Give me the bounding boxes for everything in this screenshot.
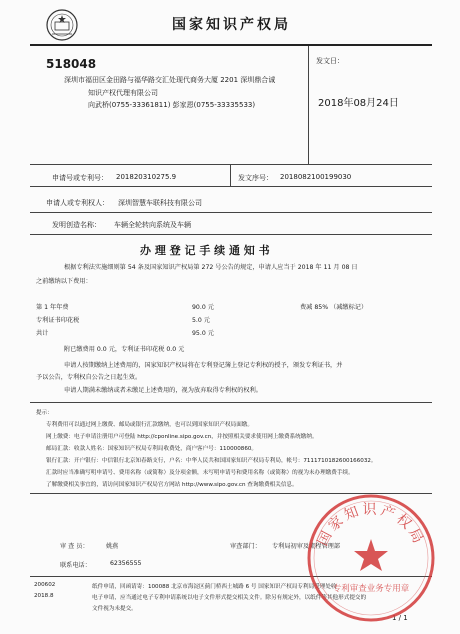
issue-date-value: 2018年08月24日 bbox=[318, 98, 399, 109]
fee-amount-2: 5.0 元 bbox=[192, 317, 210, 324]
footer-note-line1: 纸件申请，回函请寄：100088 北京市海淀区蓟门桥西土城路 6 号 国家知识产权局专利局受理处收 bbox=[92, 584, 337, 590]
serial-value: 2018082100199030 bbox=[280, 173, 352, 181]
notice-intro-line1: 根据专利法实施细则第 54 条及国家知识产权局第 272 号公告的规定，申请人应当于 2018 年 11 月 08 日 bbox=[64, 264, 358, 271]
fee-reduction: 费减 85% （减缴标记） bbox=[300, 304, 368, 311]
phone-value: 62356555 bbox=[110, 560, 142, 567]
fee-name-1: 第 1 年年费 bbox=[36, 304, 69, 311]
hint-line-3: 邮局汇款：收款人姓名：国家知识产权局专利局收费处，商户客户号：110000860。 bbox=[46, 446, 258, 452]
form-code-2: 2018.8 bbox=[34, 593, 54, 599]
national-emblem-icon bbox=[42, 8, 82, 42]
form-code-1: 200602 bbox=[34, 582, 56, 588]
notice-title: 办 理 登 记 手 续 通 知 书 bbox=[140, 244, 270, 257]
hint-line-5: 汇款时应当准确写明申请号、费用名称（或简称）及分项金额，未写明申请号和费用名称（或简称）的视为未办理缴费手续。 bbox=[46, 470, 354, 476]
table-rule-2 bbox=[30, 186, 432, 187]
hints-rule-top bbox=[30, 402, 432, 403]
table-rule-3 bbox=[30, 212, 432, 213]
hint-line-4: 银行汇款：开户银行：中信银行北京知春路支行，户名：中华人民共和国国家知识产权局专利局，帐号：7111710182600166032。 bbox=[46, 458, 377, 464]
table-rule-4 bbox=[30, 234, 432, 235]
recipient-contacts: 向武桥(0755-33361811) 彭家恩(0755-33335533) bbox=[88, 101, 256, 109]
examiner-name: 姚燕 bbox=[106, 543, 119, 550]
recipient-postcode: 518048 bbox=[46, 57, 97, 71]
footer-note-line3: 文件视为未提交。 bbox=[92, 606, 137, 612]
recipient-address-line2: 知识产权代理有限公司 bbox=[88, 89, 158, 97]
notice-para1-line2: 予以公告，专利权自公告之日起生效。 bbox=[36, 374, 142, 381]
notice-para2: 申请人期满未缴纳或者未缴足上述费用的，视为放弃取得专利权的权利。 bbox=[64, 387, 262, 394]
dept-name: 专利局初审及流程管理部 bbox=[272, 543, 341, 550]
examiner-label: 审 查 员： bbox=[60, 543, 89, 550]
phone-label: 联系电话： bbox=[60, 562, 91, 569]
hint-line-2: 网上缴费：电子申请注册用户可登陆 http://cponline.sipo.gov.cn，并按照相关要求使用网上缴费系统缴纳。 bbox=[46, 434, 318, 440]
footer-note-line2: 电子申请，应当通过电子专利申请系统以电子文件形式提交相关文件。除另有规定外，以纸件等其他形式提交的 bbox=[92, 595, 367, 601]
applicant-value: 深圳智慧车联科技有限公司 bbox=[118, 199, 202, 207]
fee-name-3: 共计 bbox=[36, 330, 49, 337]
hint-line-6: 了解缴费相关事宜的，请访问国家知识产权局官方网站 http://www.sipo.gov.cn 查询缴费相关信息。 bbox=[46, 482, 298, 488]
table-rule-1 bbox=[30, 164, 432, 165]
fee-amount-1: 90.0 元 bbox=[192, 304, 214, 311]
notice-para1-line1: 申请人按期缴纳上述费用的，国家知识产权局将在专利登记簿上登记专利权的授予，颁发专利证书，并 bbox=[64, 362, 343, 369]
notice-intro-line2: 之前缴纳以下费用： bbox=[36, 278, 92, 285]
app-number-label: 申请号或专利号： bbox=[52, 174, 108, 182]
official-seal-stamp bbox=[300, 487, 442, 629]
hint-line-1: 专利费用可以通过网上缴费、邮局或银行汇款缴纳，也可以到国家知识产权局面缴。 bbox=[46, 422, 253, 428]
issue-date-label: 发文日： bbox=[316, 57, 344, 65]
attached-fees: 附已缴费用 0.0 元，专利证书印花税 0.0 元 bbox=[64, 346, 185, 353]
header-rule bbox=[30, 44, 432, 46]
applicant-label: 申请人或专利权人： bbox=[46, 199, 109, 207]
fee-name-2: 专利证书印花税 bbox=[36, 317, 80, 324]
app-number-value: 201820310275.9 bbox=[116, 173, 177, 181]
hints-title: 提示： bbox=[36, 410, 53, 416]
serial-label: 发文序号： bbox=[238, 174, 273, 182]
invention-label: 发明创造名称： bbox=[52, 221, 101, 229]
page-number: 1 / 1 bbox=[392, 614, 408, 622]
svg-text:国家知识产权局: 国家知识产权局 bbox=[314, 502, 428, 549]
svg-text:专利审查业务专用章: 专利审查业务专用章 bbox=[332, 584, 410, 594]
recipient-address-line1: 深圳市福田区金田路与福华路交汇处现代商务大厦 2201 深圳鼎合诚 bbox=[64, 76, 276, 84]
fee-amount-3: 95.0 元 bbox=[192, 330, 214, 337]
dept-label: 审查部门： bbox=[230, 543, 261, 550]
office-name: 国家知识产权局 bbox=[172, 17, 291, 33]
date-box-divider bbox=[308, 46, 309, 164]
invention-value: 车辆全轮转向系统及车辆 bbox=[114, 221, 191, 229]
table-divider bbox=[230, 164, 231, 186]
